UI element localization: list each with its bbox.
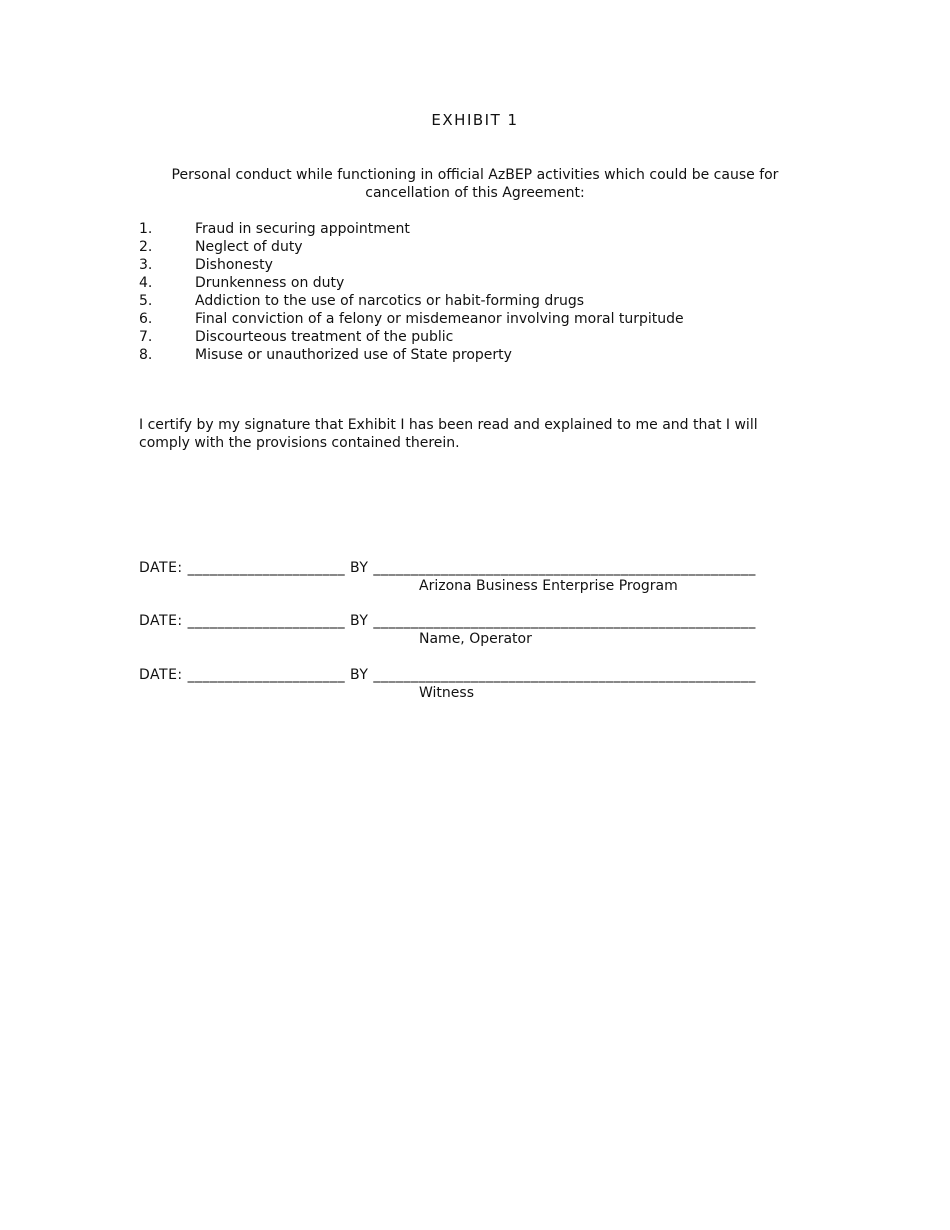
signature-caption: Arizona Business Enterprise Program [419,578,678,594]
signature-block-operator [139,612,811,648]
list-item [139,274,684,292]
list-item [139,328,684,346]
list-item [139,256,684,274]
list-item-number: 7. [139,329,153,345]
list-item-number: 3. [139,257,153,273]
list-item-text: Final conviction of a felony or misdemeanor involving moral turpitude [195,311,684,327]
signature-block-witness [139,666,811,702]
page-title: EXHIBIT 1 [431,111,519,129]
list-item-text: Addiction to the use of narcotics or habit-forming drugs [195,293,585,309]
list-item-text: Dishonesty [195,257,273,273]
list-item [139,310,684,328]
list-item-number: 1. [139,221,153,237]
list-item-number: 2. [139,239,153,255]
certification-paragraph: I certify by my signature that Exhibit I has been read and explained to me and that I will comply with the provisions contained therein. [139,417,758,451]
list-item-number: 5. [139,293,153,309]
list-item [139,292,684,310]
list-item-text: Discourteous treatment of the public [195,329,454,345]
signature-line: DATE: _____________________ BY ___________________________________________________ [139,560,756,576]
signature-caption: Name, Operator [419,631,532,647]
signature-caption: Witness [419,685,474,701]
list-item-number: 8. [139,347,153,363]
signature-line: DATE: _____________________ BY ___________________________________________________ [139,667,756,683]
list-item-text: Fraud in securing appointment [195,221,410,237]
list-item [139,238,684,256]
list-item-text: Misuse or unauthorized use of State property [195,347,512,363]
list-item [139,346,684,364]
list-item [139,220,684,238]
list-item-text: Neglect of duty [195,239,303,255]
list-item-text: Drunkenness on duty [195,275,345,291]
list-item-number: 4. [139,275,153,291]
signature-block-program [139,559,811,595]
list-item-number: 6. [139,311,153,327]
signature-line: DATE: _____________________ BY ___________________________________________________ [139,613,756,629]
conduct-list [139,220,684,364]
intro-paragraph: Personal conduct while functioning in official AzBEP activities which could be cause for cancellation of this Agreement: [171,167,779,201]
